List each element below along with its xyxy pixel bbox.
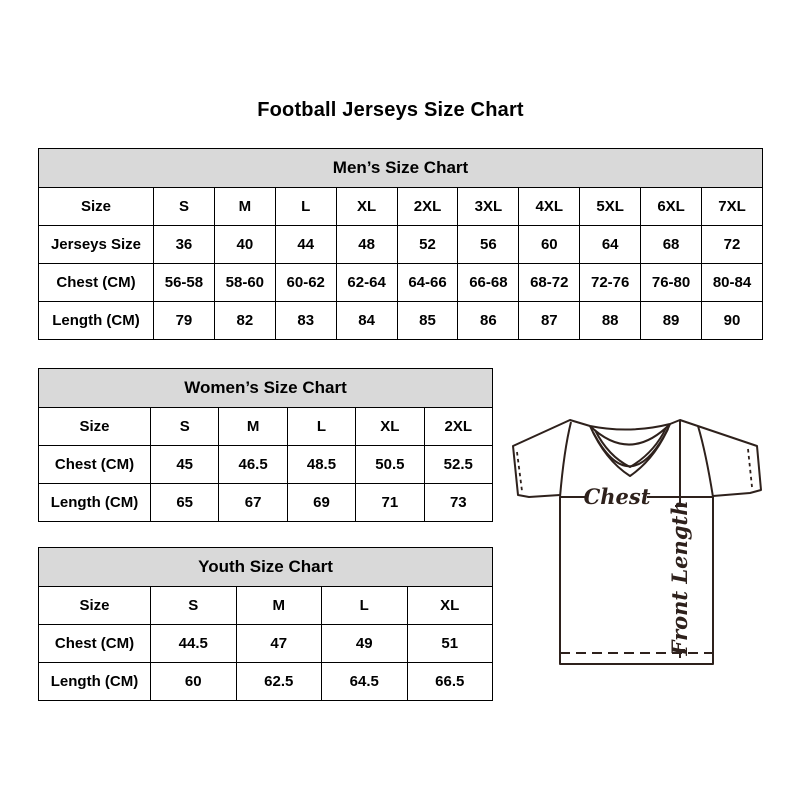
mens-value-cell: 3XL [458, 188, 519, 226]
mens-value-cell: S [154, 188, 215, 226]
right-cuff-dashed-line [748, 449, 752, 487]
mens-value-cell: 82 [214, 302, 275, 340]
mens-value-cell: 48 [336, 226, 397, 264]
womens-value-cell: 71 [356, 484, 424, 522]
womens-value-cell: M [219, 408, 287, 446]
mens-value-cell: 60 [519, 226, 580, 264]
mens-value-cell: 52 [397, 226, 458, 264]
mens-value-cell: 64 [580, 226, 641, 264]
mens-value-cell: 87 [519, 302, 580, 340]
mens-value-cell: 6XL [641, 188, 702, 226]
mens-value-cell: 85 [397, 302, 458, 340]
womens-value-cell: 52.5 [424, 446, 492, 484]
mens-value-cell: 90 [702, 302, 763, 340]
youth-value-cell: 62.5 [236, 663, 322, 701]
mens-value-cell: 72-76 [580, 264, 641, 302]
youth-row-2 [39, 663, 493, 701]
mens-row-0 [39, 188, 763, 226]
womens-value-cell: 73 [424, 484, 492, 522]
womens-size-table [38, 368, 493, 522]
mens-value-cell: 58-60 [214, 264, 275, 302]
chest-label: Chest [583, 484, 651, 509]
womens-value-cell: 2XL [424, 408, 492, 446]
womens-value-cell: S [151, 408, 219, 446]
jersey-collar [590, 424, 670, 476]
womens-row-1 [39, 446, 493, 484]
mens-value-cell: 4XL [519, 188, 580, 226]
youth-value-cell: 47 [236, 625, 322, 663]
mens-value-cell: 64-66 [397, 264, 458, 302]
womens-row-label: Length (CM) [39, 484, 151, 522]
youth-row-label: Size [39, 587, 151, 625]
mens-value-cell: 56 [458, 226, 519, 264]
youth-value-cell: 66.5 [407, 663, 493, 701]
womens-value-cell: 46.5 [219, 446, 287, 484]
mens-value-cell: 44 [275, 226, 336, 264]
youth-value-cell: 60 [151, 663, 237, 701]
mens-row-2 [39, 264, 763, 302]
womens-value-cell: 69 [287, 484, 355, 522]
mens-row-3 [39, 302, 763, 340]
front-length-label: Front Length [667, 500, 692, 656]
womens-value-cell: XL [356, 408, 424, 446]
mens-value-cell: 66-68 [458, 264, 519, 302]
page-title: Football Jerseys Size Chart [257, 99, 524, 121]
mens-value-cell: M [214, 188, 275, 226]
mens-value-cell: 68 [641, 226, 702, 264]
youth-value-cell: 64.5 [322, 663, 408, 701]
youth-table-title: Youth Size Chart [39, 548, 493, 587]
jersey-measurement-diagram [508, 418, 764, 668]
mens-value-cell: 80-84 [702, 264, 763, 302]
womens-value-cell: 65 [151, 484, 219, 522]
youth-value-cell: L [322, 587, 408, 625]
mens-value-cell: 89 [641, 302, 702, 340]
youth-row-0 [39, 587, 493, 625]
youth-row-label: Length (CM) [39, 663, 151, 701]
mens-value-cell: 86 [458, 302, 519, 340]
mens-value-cell: XL [336, 188, 397, 226]
mens-value-cell: 79 [154, 302, 215, 340]
mens-value-cell: L [275, 188, 336, 226]
womens-row-0 [39, 408, 493, 446]
womens-header-row [39, 369, 493, 408]
youth-value-cell: M [236, 587, 322, 625]
womens-value-cell: 50.5 [356, 446, 424, 484]
youth-value-cell: XL [407, 587, 493, 625]
youth-value-cell: 51 [407, 625, 493, 663]
youth-value-cell: 49 [322, 625, 408, 663]
mens-value-cell: 84 [336, 302, 397, 340]
mens-value-cell: 88 [580, 302, 641, 340]
youth-value-cell: S [151, 587, 237, 625]
youth-size-table [38, 547, 493, 701]
youth-row-1 [39, 625, 493, 663]
mens-row-label: Jerseys Size [39, 226, 154, 264]
mens-value-cell: 62-64 [336, 264, 397, 302]
womens-value-cell: L [287, 408, 355, 446]
mens-value-cell: 2XL [397, 188, 458, 226]
womens-row-2 [39, 484, 493, 522]
mens-header-row [39, 149, 763, 188]
youth-header-row [39, 548, 493, 587]
womens-value-cell: 48.5 [287, 446, 355, 484]
mens-value-cell: 72 [702, 226, 763, 264]
mens-size-table [38, 148, 763, 340]
womens-value-cell: 67 [219, 484, 287, 522]
mens-value-cell: 36 [154, 226, 215, 264]
youth-value-cell: 44.5 [151, 625, 237, 663]
womens-row-label: Size [39, 408, 151, 446]
mens-row-label: Chest (CM) [39, 264, 154, 302]
mens-value-cell: 60-62 [275, 264, 336, 302]
jersey-left-sleeve [513, 420, 590, 497]
mens-value-cell: 76-80 [641, 264, 702, 302]
mens-value-cell: 7XL [702, 188, 763, 226]
womens-value-cell: 45 [151, 446, 219, 484]
womens-row-label: Chest (CM) [39, 446, 151, 484]
mens-value-cell: 5XL [580, 188, 641, 226]
mens-value-cell: 68-72 [519, 264, 580, 302]
mens-row-label: Length (CM) [39, 302, 154, 340]
mens-row-1 [39, 226, 763, 264]
jersey-right-sleeve [670, 420, 761, 497]
womens-table-title: Women’s Size Chart [39, 369, 493, 408]
mens-value-cell: 83 [275, 302, 336, 340]
mens-value-cell: 56-58 [154, 264, 215, 302]
mens-table-title: Men’s Size Chart [39, 149, 763, 188]
mens-value-cell: 40 [214, 226, 275, 264]
youth-row-label: Chest (CM) [39, 625, 151, 663]
mens-row-label: Size [39, 188, 154, 226]
